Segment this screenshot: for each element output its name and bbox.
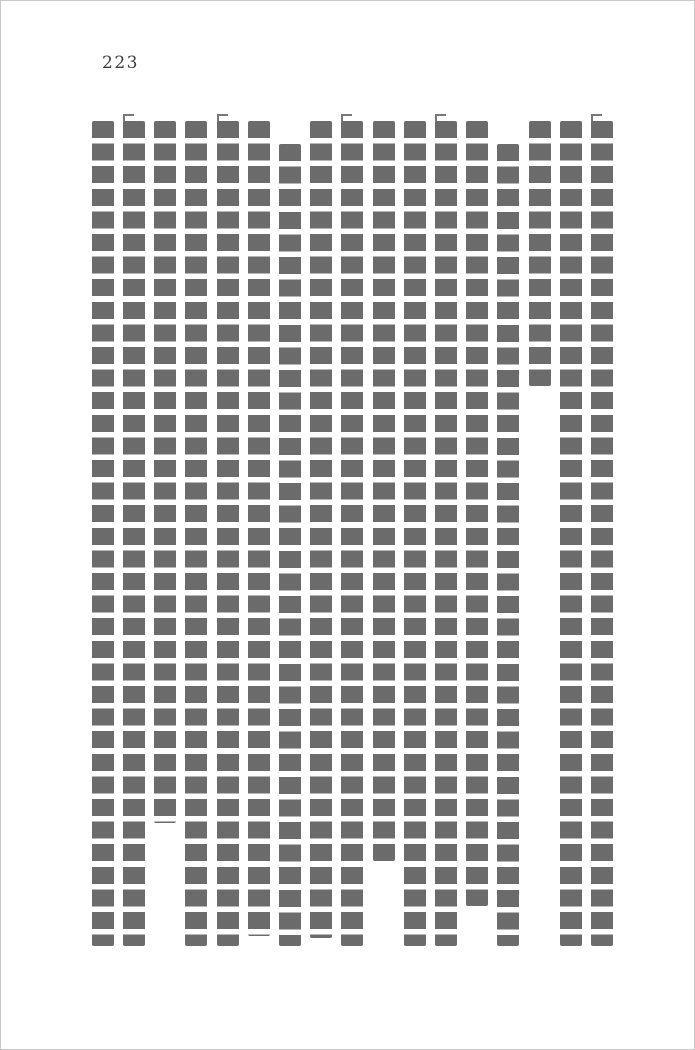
text-column — [279, 144, 301, 946]
text-column — [373, 121, 395, 861]
text-column — [310, 121, 332, 938]
text-column — [248, 121, 270, 936]
text-column — [185, 121, 207, 946]
text-column — [591, 121, 613, 946]
text-column — [404, 121, 426, 946]
text-column — [123, 121, 145, 946]
text-column — [92, 121, 114, 946]
text-column — [435, 121, 457, 946]
text-column — [466, 121, 488, 906]
text-column — [497, 144, 519, 946]
page-number: 223 — [102, 53, 139, 73]
text-column — [217, 121, 239, 946]
text-column — [529, 121, 551, 386]
vertical-text-block — [1, 1, 694, 1049]
text-column — [560, 121, 582, 946]
text-column — [154, 121, 176, 823]
text-column — [341, 121, 363, 946]
